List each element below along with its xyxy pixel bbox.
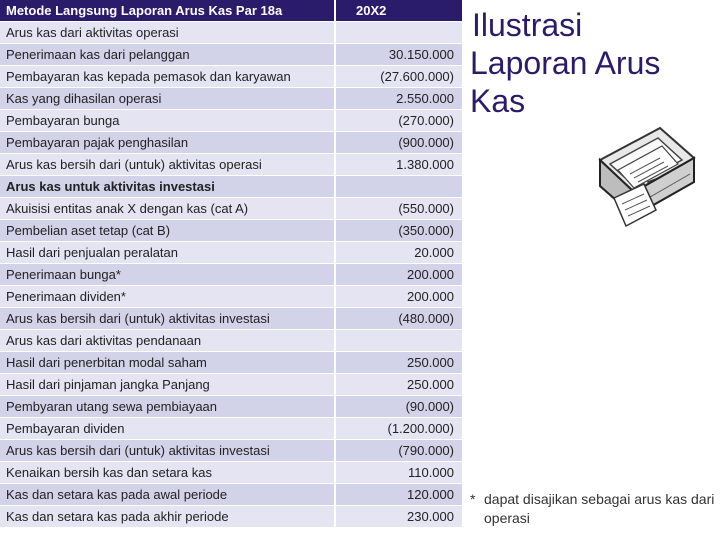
row-label: Akuisisi entitas anak X dengan kas (cat A) xyxy=(6,201,249,216)
row-value: (550.000) xyxy=(398,201,454,216)
table-row xyxy=(0,22,462,44)
row-value: 200.000 xyxy=(407,289,454,304)
table-row xyxy=(0,66,462,88)
column-divider xyxy=(334,242,336,263)
title-line-1: Ilustrasi xyxy=(472,7,583,43)
column-divider xyxy=(334,396,336,417)
column-divider xyxy=(334,506,336,527)
row-value: 1.380.000 xyxy=(396,157,454,172)
column-divider xyxy=(334,110,336,131)
row-label: Pembayaran pajak penghasilan xyxy=(6,135,189,150)
column-divider xyxy=(334,286,336,307)
column-divider xyxy=(334,44,336,65)
column-divider xyxy=(334,308,336,329)
row-label: Pembayaran dividen xyxy=(6,421,125,436)
table-row xyxy=(0,88,462,110)
header-year: 20X2 xyxy=(356,3,387,18)
row-value: (90.000) xyxy=(405,399,454,414)
table-row xyxy=(0,220,462,242)
row-value: 200.000 xyxy=(407,267,454,282)
table-row xyxy=(0,352,462,374)
table-row xyxy=(0,440,462,462)
table-row xyxy=(0,110,462,132)
row-label: Kas dan setara kas pada akhir periode xyxy=(6,509,229,524)
column-divider xyxy=(334,88,336,109)
column-divider xyxy=(334,484,336,505)
table-row xyxy=(0,374,462,396)
table-row xyxy=(0,330,462,352)
column-divider xyxy=(334,462,336,483)
column-divider xyxy=(334,198,336,219)
row-value: (790.000) xyxy=(398,443,454,458)
row-value: 20.000 xyxy=(414,245,454,260)
row-value: (270.000) xyxy=(398,113,454,128)
table-row xyxy=(0,154,462,176)
row-label: Kenaikan bersih kas dan setara kas xyxy=(6,465,212,480)
row-value: 120.000 xyxy=(407,487,454,502)
row-value: 110.000 xyxy=(407,465,454,480)
row-label: Arus kas bersih dari (untuk) aktivitas investasi xyxy=(6,311,270,326)
column-divider xyxy=(334,418,336,439)
column-divider xyxy=(334,22,336,43)
row-value: (900.000) xyxy=(398,135,454,150)
page-title xyxy=(470,6,718,120)
column-divider xyxy=(334,352,336,373)
column-divider xyxy=(334,440,336,461)
row-value: 250.000 xyxy=(407,355,454,370)
table-row xyxy=(0,44,462,66)
row-label: Penerimaan bunga* xyxy=(6,267,121,282)
row-value: 250.000 xyxy=(407,377,454,392)
row-label: Penerimaan dividen* xyxy=(6,289,126,304)
row-label: Arus kas dari aktivitas pendanaan xyxy=(6,333,202,348)
row-label: Pembayaran kas kepada pemasok dan karyawan xyxy=(6,69,291,84)
footnote xyxy=(470,490,718,528)
row-label: Kas yang dihasilan operasi xyxy=(6,91,162,106)
table-row xyxy=(0,418,462,440)
row-value: (350.000) xyxy=(398,223,454,238)
row-value: 30.150.000 xyxy=(388,47,454,62)
table-row xyxy=(0,176,462,198)
row-value: 230.000 xyxy=(407,509,454,524)
row-label: Arus kas dari aktivitas operasi xyxy=(6,25,179,40)
row-value: 2.550.000 xyxy=(396,91,454,106)
column-divider xyxy=(334,330,336,351)
table-row xyxy=(0,198,462,220)
row-label: Pembayaran bunga xyxy=(6,113,120,128)
row-value: (480.000) xyxy=(398,311,454,326)
table-row xyxy=(0,132,462,154)
header-label: Metode Langsung Laporan Arus Kas Par 18a xyxy=(6,3,283,18)
table-row xyxy=(0,396,462,418)
row-label: Hasil dari penjualan peralatan xyxy=(6,245,179,260)
column-divider xyxy=(334,66,336,87)
table-header xyxy=(0,0,462,22)
column-divider xyxy=(334,132,336,153)
column-divider xyxy=(334,0,336,21)
table-row xyxy=(0,462,462,484)
table-row xyxy=(0,286,462,308)
column-divider xyxy=(334,374,336,395)
table-row xyxy=(0,506,462,528)
row-label: Pembelian aset tetap (cat B) xyxy=(6,223,171,238)
row-label: Arus kas bersih dari (untuk) aktivitas investasi xyxy=(6,443,270,458)
table-body xyxy=(0,22,462,528)
row-label: Hasil dari penerbitan modal saham xyxy=(6,355,207,370)
row-label: Hasil dari pinjaman jangka Panjang xyxy=(6,377,210,392)
column-divider xyxy=(334,220,336,241)
row-label: Arus kas bersih dari (untuk) aktivitas operasi xyxy=(6,157,262,172)
title-line-2: Laporan Arus Kas xyxy=(470,45,661,119)
table-row xyxy=(0,264,462,286)
row-label: Kas dan setara kas pada awal periode xyxy=(6,487,228,502)
row-value: (1.200.000) xyxy=(387,421,454,436)
row-value: (27.600.000) xyxy=(380,69,454,84)
table-row xyxy=(0,242,462,264)
row-label: Arus kas untuk aktivitas investasi xyxy=(6,179,215,194)
footnote-marker: * xyxy=(470,491,476,507)
column-divider xyxy=(334,154,336,175)
row-label: Penerimaan kas dari pelanggan xyxy=(6,47,190,62)
table-row xyxy=(0,484,462,506)
column-divider xyxy=(334,176,336,197)
table-row xyxy=(0,308,462,330)
file-tray-icon xyxy=(590,120,698,240)
footnote-text: dapat disajikan sebagai arus kas dari operasi xyxy=(484,491,715,526)
row-label: Pembyaran utang sewa pembiayaan xyxy=(6,399,218,414)
column-divider xyxy=(334,264,336,285)
